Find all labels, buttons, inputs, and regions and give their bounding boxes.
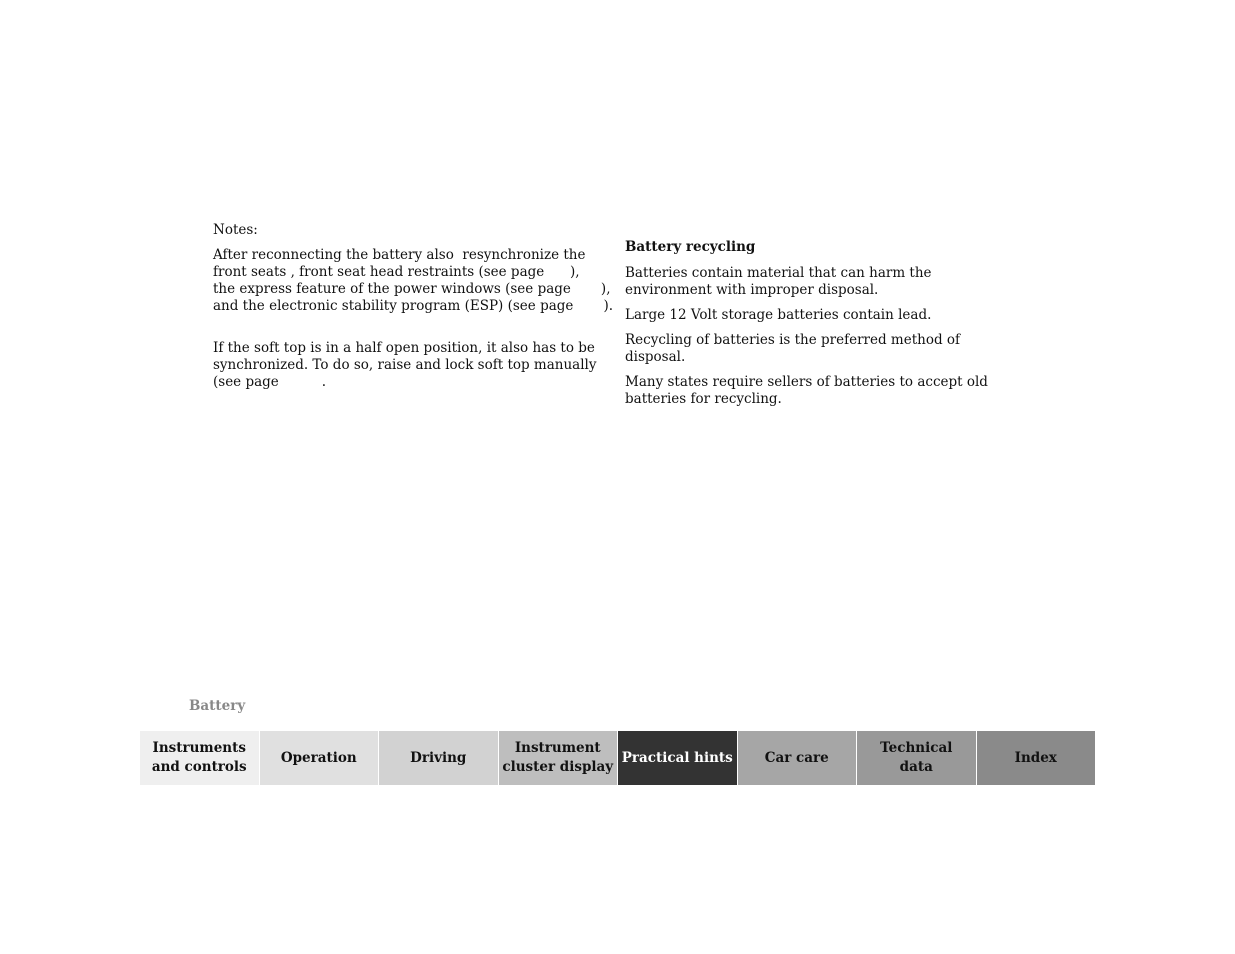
tab-technical-data[interactable] bbox=[857, 731, 977, 785]
tab-instruments-and-controls[interactable] bbox=[140, 731, 260, 785]
recycling-column bbox=[625, 239, 988, 416]
notes-paragraph-soft-top bbox=[213, 340, 597, 391]
tab-label: Technical bbox=[880, 740, 953, 756]
recycling-paragraph bbox=[625, 374, 988, 408]
tab-instrument-cluster-display[interactable] bbox=[499, 731, 619, 785]
text-line: the express feature of the power windows (see page ), bbox=[213, 281, 611, 297]
tab-label: and controls bbox=[151, 759, 247, 775]
text-line: disposal. bbox=[625, 349, 686, 365]
text-line: Recycling of batteries is the preferred method of bbox=[625, 332, 961, 348]
tab-label: Index bbox=[1014, 749, 1057, 766]
chapter-nav-bar bbox=[140, 731, 1095, 785]
tab-label: cluster display bbox=[502, 759, 614, 775]
text-line: Large 12 Volt storage batteries contain lead. bbox=[625, 307, 932, 323]
tab-label: data bbox=[899, 759, 933, 775]
text-line: synchronized. To do so, raise and lock soft top manually bbox=[213, 357, 597, 373]
tab-label: Driving bbox=[410, 749, 467, 766]
text-line: If the soft top is in a half open position, it also has to be bbox=[213, 340, 595, 356]
tab-label: Car care bbox=[764, 749, 829, 766]
recycling-heading: Battery recycling bbox=[625, 239, 756, 255]
tab-practical-hints[interactable] bbox=[618, 731, 738, 785]
notes-label: Notes: bbox=[213, 222, 258, 238]
notes-column bbox=[213, 222, 613, 391]
tab-label: Operation bbox=[280, 749, 357, 766]
section-label: Battery bbox=[189, 698, 246, 714]
notes-paragraph-resync bbox=[213, 247, 613, 315]
tab-car-care[interactable] bbox=[738, 731, 858, 785]
text-line: Batteries contain material that can harm the bbox=[625, 265, 932, 281]
recycling-paragraph bbox=[625, 307, 970, 324]
text-line: Many states require sellers of batteries to accept old bbox=[625, 374, 988, 390]
text-line: (see page . bbox=[213, 374, 326, 390]
text-line: batteries for recycling. bbox=[625, 391, 782, 407]
tab-label: Instrument bbox=[514, 740, 601, 756]
recycling-paragraph bbox=[625, 265, 970, 299]
recycling-paragraph bbox=[625, 332, 970, 366]
tab-operation[interactable] bbox=[260, 731, 380, 785]
text-line: After reconnecting the battery also resynchronize the bbox=[213, 247, 586, 263]
text-line: environment with improper disposal. bbox=[625, 282, 879, 298]
tab-label: Instruments bbox=[152, 740, 246, 756]
tab-label: Practical hints bbox=[621, 749, 733, 766]
tab-driving[interactable] bbox=[379, 731, 499, 785]
text-line: and the electronic stability program (ESP) (see page ). bbox=[213, 298, 613, 314]
tab-index[interactable] bbox=[977, 731, 1096, 785]
text-line: front seats , front seat head restraints (see page ), bbox=[213, 264, 580, 280]
